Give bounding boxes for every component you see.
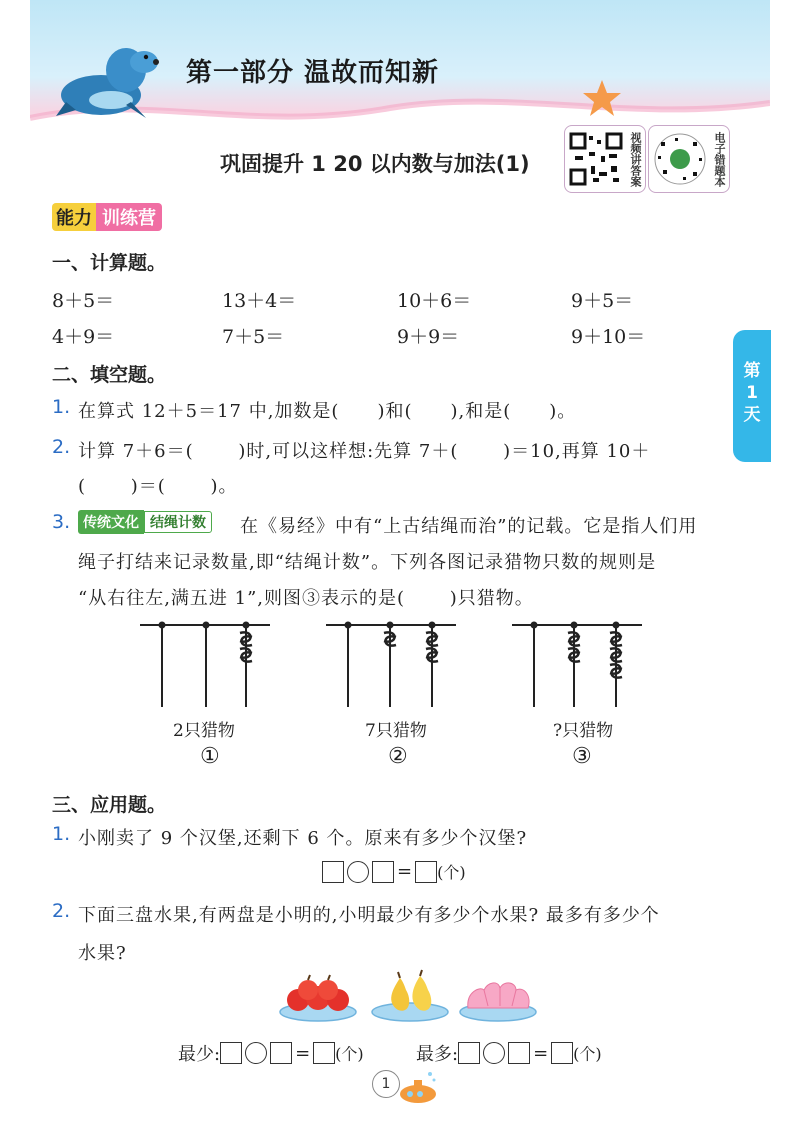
- calc-1-3: 10＋6＝: [397, 290, 472, 312]
- culture-tag-label: 传统文化: [78, 510, 144, 534]
- q3-2-number: 2.: [52, 900, 71, 922]
- q2-3-line3: “从右往左,满五进 1”,则图③表示的是( )只猎物。: [78, 588, 534, 609]
- calc-1-4: 9＋5＝: [571, 290, 634, 312]
- lesson-title: 巩固提升 1 20 以内数与加法(1): [220, 152, 530, 176]
- min-answer-row: 最少: = (个): [178, 1042, 364, 1065]
- calc-2-3: 9＋9＝: [397, 326, 460, 348]
- unit-label: (个): [437, 863, 466, 882]
- figure-2-caption: 7只猎物: [365, 721, 427, 741]
- knot-icon: [384, 632, 438, 661]
- day-tab-line2: 1: [746, 383, 758, 403]
- knot-figure-1: [140, 615, 280, 715]
- q2-3-line2: 绳子打结来记录数量,即“结绳计数”。下列各图记录猎物只数的规则是: [78, 552, 657, 573]
- qr-code-icon: [653, 132, 707, 186]
- q2-2-line2: ( )＝( )。: [78, 476, 238, 497]
- operator-circle[interactable]: [245, 1042, 267, 1064]
- seal-mascot-icon: [56, 40, 166, 122]
- q2-3-number: 3.: [52, 511, 71, 533]
- unit-label: (个): [573, 1044, 602, 1064]
- qr-code-icon: [569, 132, 623, 186]
- answer-box[interactable]: [415, 861, 437, 883]
- calc-1-1: 8＋5＝: [52, 290, 115, 312]
- answer-box[interactable]: [372, 861, 394, 883]
- operator-circle[interactable]: [347, 861, 369, 883]
- answer-box[interactable]: [270, 1042, 292, 1064]
- knot-figure-2: [326, 615, 466, 715]
- unit-label: (个): [335, 1044, 364, 1064]
- figure-1-caption: 2只猎物: [173, 721, 235, 741]
- section-3-title: 三、应用题。: [52, 794, 167, 816]
- day-tab-line3: 天: [743, 405, 761, 425]
- apple-plate-icon: [278, 968, 358, 1024]
- figure-3-label: ③: [572, 744, 592, 769]
- badge-part1: 能力: [52, 203, 96, 231]
- calc-2-4: 9＋10＝: [571, 326, 646, 348]
- section-1-title: 一、计算题。: [52, 252, 167, 274]
- figure-3-caption: ?只猎物: [553, 721, 614, 741]
- answer-box[interactable]: [322, 861, 344, 883]
- day-tab: [733, 330, 771, 462]
- peach-bun-plate-icon: [458, 968, 538, 1024]
- q2-1-number: 1.: [52, 396, 71, 418]
- qr-code-error-book[interactable]: [648, 125, 730, 193]
- submarine-icon: [396, 1068, 442, 1108]
- max-label: 最多:: [416, 1044, 459, 1065]
- culture-tag-topic: 结绳计数: [144, 511, 212, 533]
- figure-2-label: ②: [388, 744, 408, 769]
- figure-1-label: ①: [200, 744, 220, 769]
- calc-2-1: 4＋9＝: [52, 326, 115, 348]
- q3-2-line2: 水果?: [78, 943, 127, 964]
- q3-2-line1: 下面三盘水果,有两盘是小明的,小明最少有多少个水果? 最多有多少个: [78, 905, 660, 926]
- section-2-title: 二、填空题。: [52, 364, 167, 386]
- knot-icon: [568, 632, 622, 677]
- max-answer-row: 最多: = (个): [416, 1042, 602, 1065]
- qr-video-label: 视频讲答案: [629, 131, 642, 187]
- starfish-icon: [582, 78, 622, 118]
- answer-box[interactable]: [458, 1042, 480, 1064]
- answer-box[interactable]: [313, 1042, 335, 1064]
- q3-1-equation: = (个): [322, 860, 466, 883]
- pear-plate-icon: [370, 968, 450, 1024]
- min-label: 最少:: [178, 1044, 221, 1065]
- q3-1-number: 1.: [52, 823, 71, 845]
- answer-box[interactable]: [551, 1042, 573, 1064]
- answer-box[interactable]: [220, 1042, 242, 1064]
- answer-box[interactable]: [508, 1042, 530, 1064]
- page-number: 1: [372, 1070, 400, 1098]
- culture-tag: [78, 510, 212, 534]
- qr-code-video[interactable]: [564, 125, 646, 193]
- knot-figure-3: [512, 615, 652, 715]
- operator-circle[interactable]: [483, 1042, 505, 1064]
- q2-1-text: 在算式 12＋5＝17 中,加数是( )和( ),和是( )。: [78, 401, 577, 422]
- q2-2-number: 2.: [52, 436, 71, 458]
- calc-2-2: 7＋5＝: [222, 326, 285, 348]
- badge-part2: 训练营: [96, 203, 162, 231]
- q2-2-line1: 计算 7＋6＝( )时,可以这样想:先算 7＋( )＝10,再算 10＋: [78, 441, 651, 462]
- day-tab-line1: 第: [743, 361, 761, 381]
- q2-3-line1: 在《易经》中有“上古结绳而治”的记载。它是指人们用: [240, 516, 698, 537]
- q3-1-text: 小刚卖了 9 个汉堡,还剩下 6 个。原来有多少个汉堡?: [78, 828, 528, 849]
- qr-error-book-label: 电子错题本: [713, 131, 726, 187]
- ability-badge: [52, 203, 162, 231]
- calc-1-2: 13＋4＝: [222, 290, 297, 312]
- part-title: 第一部分 温故而知新: [186, 58, 440, 88]
